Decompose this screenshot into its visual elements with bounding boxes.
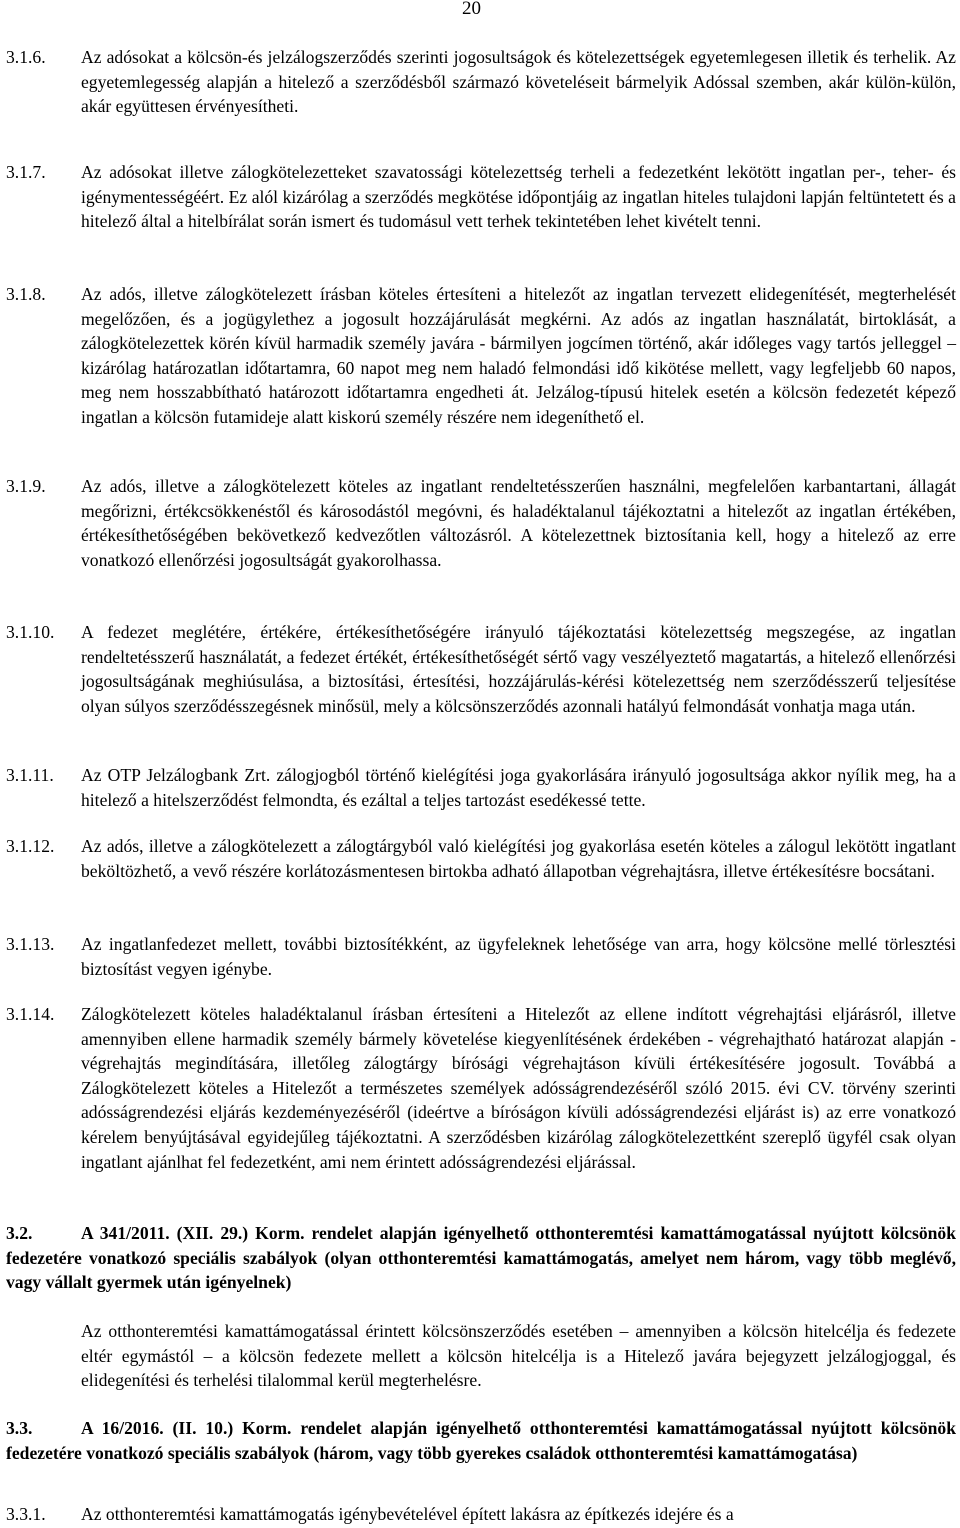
section-text: Az adós, illetve a zálogkötelezett köteles az ingatlant rendeltetésszerűen használni, megfelelően karbantartani, állagát megőrizni, értékcsökkenéstől és károsodástól megóvni, és haladéktalanul tájékoztatni a hitelezőt az ingatlan értékében, értékesíthetőségében bekövetkező kedvezőtlen változásról. A kötelezettnek biztosítania kell, hogy a hitelező az erre vonatkozó ellenőrzési jogosultságát gyakorolhassa.	[81, 476, 956, 570]
section-number: 3.1.13.	[6, 934, 55, 954]
section-item-3-1-11	[6, 763, 956, 812]
section-number: 3.2.	[6, 1223, 33, 1243]
section-text: Az adós, illetve a zálogkötelezett a zálogtárgyból való kielégítési jog gyakorlása esetén köteles a zálogul lekötött ingatlant beköltözhető, a vevő részére korlátozásmentesen birtokba adható állapotban végrehajtásra, illetve értékesítésre bocsátani.	[81, 836, 956, 881]
section-number: 3.1.10.	[6, 622, 55, 642]
section-text: Zálogkötelezett köteles haladéktalanul írásban értesíteni a Hitelezőt az ellene indított végrehajtási eljárásról, illetve amennyiben ellene harmadik személy bármely követelése kiegyenlítésének érdekében - végrehajtható határozat alapján - végrehajtás megindítására, illetőleg zálogtárgy bírósági végrehajtáson kívüli értékesítésére jogosult. Továbbá a Zálogkötelezett köteles a Hitelezőt a természetes személyek adósságrendezéséről szóló 2015. évi CV. törvény szerinti adósságrendezési eljárás kezdeményezéséről (ideértve a bíróságon kívüli adósságrendezési eljárást is) az erre vonatkozó kérelem benyújtásával egyidejűleg tájékoztatni. A szerződésben kizárólag zálogkötelezettként szereplő ügyfél csak olyan ingatlant ajánlhat fel fedezetként, ami nem érintett adósságrendezési eljárással.	[81, 1004, 956, 1172]
section-text: A fedezet meglétére, értékére, értékesíthetőségére irányuló tájékoztatási kötelezettség megszegése, az ingatlan rendeltetésszerű használatát, a fedezet értékét, értékesíthetőségét sértő vagy veszélyeztető magatartás, a hitelező ellenőrzési jogosultságának meghiúsulása, a biztosítási, értesítési, hozzájárulás-kérési kötelezettség nem szerződésszerű teljesítése olyan súlyos szerződésszegésnek minősül, mely a kölcsönszerződés azonnali hatályú felmondását vonhatja maga után.	[81, 622, 956, 716]
section-number: 3.1.9.	[6, 476, 46, 496]
section-number: 3.3.	[6, 1418, 33, 1438]
section-number: 3.1.11.	[6, 765, 54, 785]
section-heading-text: A 341/2011. (XII. 29.) Korm. rendelet alapján igényelhető otthonteremtési kamattámogatással nyújtott kölcsönök fedezetére vonatkozó speciális szabályok (olyan otthonteremtési kamattámogatás, amelyet nem három, vagy több meglévő, vagy vállalt gyermek után igényelnek)	[6, 1223, 956, 1293]
section-item-3-3-1	[6, 1502, 956, 1527]
section-item-3-1-8	[6, 282, 956, 430]
section-number: 3.1.6.	[6, 47, 46, 67]
section-item-3-1-10	[6, 620, 956, 718]
section-text: Az otthonteremtési kamattámogatás igénybevételével épített lakásra az építkezés idejére és a	[81, 1504, 734, 1524]
section-heading-text: A 16/2016. (II. 10.) Korm. rendelet alapján igényelhető otthonteremtési kamattámogatással nyújtott kölcsönök fedezetére vonatkozó speciális szabályok (három, vagy több gyerekes családok otthonteremtési kamattámogatása)	[6, 1418, 956, 1463]
section-number: 3.1.12.	[6, 836, 55, 856]
section-item-3-1-6	[6, 45, 956, 119]
section-number: 3.3.1.	[6, 1504, 46, 1524]
section-text: Az adósokat illetve zálogkötelezetteket szavatossági kötelezettség terheli a fedezetként lekötött ingatlan per-, teher- és igénymentességéért. Ez alól kizárólag a szerződés megkötése időpontjáig az ingatlan hiteles tulajdoni lapján feltüntetett és a hitelező által a hitelbírálat során ismert és tudomásul vett terhek tekintetében lehet kivételt tenni.	[81, 162, 956, 232]
section-number: 3.1.7.	[6, 162, 46, 182]
section-item-3-1-14	[6, 1002, 956, 1174]
section-number: 3.1.8.	[6, 284, 46, 304]
section-text: Az adós, illetve zálogkötelezett írásban köteles értesíteni a hitelezőt az ingatlan tervezett elidegenítését, megterhelését megelőzően, és a jogügylethez a jogosult hozzájárulását megkérni. Az adós az ingatlan használatát, birtoklását, a zálogkötelezettek körén kívül harmadik személy javára - bármilyen jogcímen történő, akár időleges vagy tartós jelleggel – kizárólag határozatlan időtartamra, 60 napot meg nem haladó felmondási idő kikötése mellett, vagy legfeljebb 60 napos, meg nem hosszabbítható határozott időtartamra engedheti át. Jelzálog-típusú hitelek esetén a kölcsön fedezetét képező ingatlan a kölcsön futamideje alatt kiskorú személy részére nem idegeníthető el.	[81, 284, 956, 427]
section-number: 3.1.14.	[6, 1004, 55, 1024]
section-item-3-1-12	[6, 834, 956, 883]
section-item-3-1-13	[6, 932, 956, 981]
section-heading-3-3	[6, 1416, 956, 1465]
section-text: Az OTP Jelzálogbank Zrt. zálogjogból történő kielégítési joga gyakorlására irányuló jogosultsága akkor nyílik meg, ha a hitelező a hitelszerződést felmondta, és ezáltal a teljes tartozást esedékessé tette.	[81, 765, 956, 810]
page-number: 20	[462, 0, 481, 19]
section-text: Az adósokat a kölcsön-és jelzálogszerződés szerinti jogosultságok és kötelezettségek egyetemlegesen illetik és terhelik. Az egyetemlegesség alapján a hitelező a szerződésből származó követeléseit bármelyik Adóssal szemben, akár külön-külön, akár együttesen érvényesítheti.	[81, 47, 956, 117]
section-paragraph-3-2: Az otthonteremtési kamattámogatással érintett kölcsönszerződés esetében – amennyiben a kölcsön hitelcélja és fedezete eltér egymástól – a kölcsön fedezete mellett a kölcsön hitelcélja is a Hitelező javára bejegyzett jelzálogjoggal, és elidegenítési és terhelési tilalommal kerül megterhelésre.	[81, 1321, 956, 1391]
section-text: Az ingatlanfedezet mellett, további biztosítékként, az ügyfeleknek lehetősége van arra, hogy kölcsöne mellé törlesztési biztosítást vegyen igénybe.	[81, 934, 956, 979]
section-item-3-1-9	[6, 474, 956, 572]
section-item-3-1-7	[6, 160, 956, 234]
section-heading-3-2	[6, 1221, 956, 1295]
